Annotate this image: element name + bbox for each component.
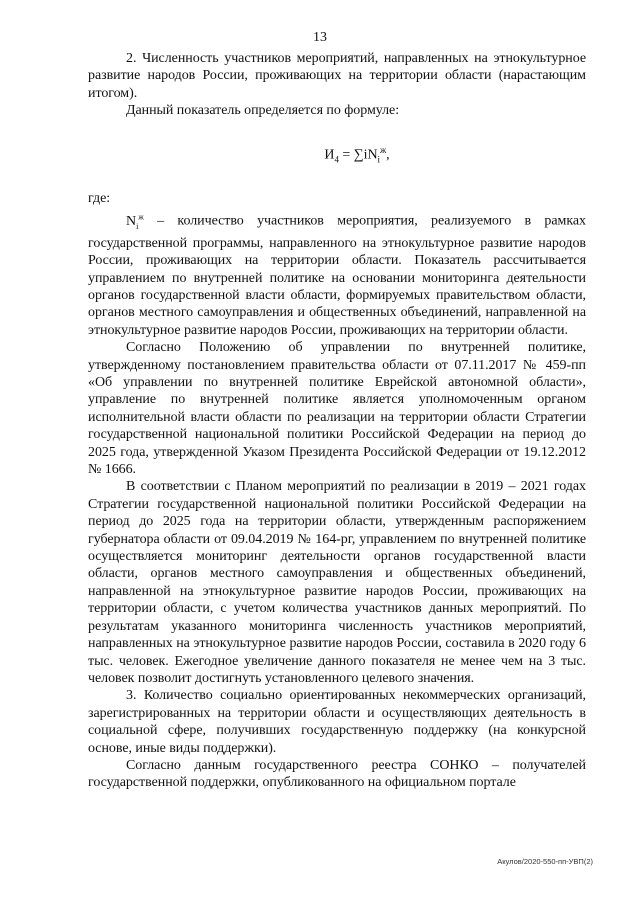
formula-sum: = ∑iN <box>338 147 378 163</box>
definition-text: – количество участников мероприятия, реализуемого в рамках государственной программы, направленного на этнокультурное развитие народов России, проживающих на территории области. Показатель рассчитывается управлением по внутренней политике на основании мониторинга деятельности органов государственной власти области, формируемых правительством области, органов местного самоуправления и общественных объединений, направленной на этнокультурное развитие народов России, проживающих на территории области. <box>88 213 586 338</box>
page-number: 13 <box>313 30 327 45</box>
formula-sub: i <box>377 154 380 165</box>
document-body <box>88 50 586 792</box>
paragraph-plan: В соответствии с Планом мероприятий по реализации в 2019 – 2021 годах Стратегии государственной национальной политики Российской Федерации на период до 2025 года на территории области, утвержденным распоряжением губернатора области от 09.04.2019 № 164-рг, управлением по внутренней политике осуществляется мониторинг деятельности органов государственной власти области, органов местного самоуправления и общественных объединений, направленной на этнокультурное развитие народов России, проживающих на территории области, с учетом количества участников данных мероприятий. По результатам указанного мониторинга численность участников мероприятий, направленных на этнокультурное развитие народов России, составила в 2020 году 6 тыс. человек. Ежегодное увеличение данного показателя не менее чем на 3 тыс. человек позволит достигнуть установленного целевого значения. <box>88 479 586 686</box>
formula-lhs: И <box>324 147 335 163</box>
paragraph-registry: Согласно данным государственного реестра СОНКО – получателей государственной поддержки, опубликованного на официальном портале <box>88 757 586 791</box>
footer-code: Акулов/2020-550-пп-УВП(2) <box>497 857 593 866</box>
formula <box>88 142 586 169</box>
formula-trail: , <box>386 147 390 163</box>
paragraph-regulation: Согласно Положению об управлении по внутренней политике, утвержденному постановлением правительства области от 07.11.2017 № 459-пп «Об управлении по внутренней политике Еврейской автономной области», управление по внутренней политике является уполномоченным органом исполнительной власти области по реализации на территории области Стратегии государственной национальной политики Российской Федерации на период до 2025 года, утвержденной Указом Президента Российской Федерации от 19.12.2012 № 1666. <box>88 340 586 478</box>
definition-symbol: $N_i^ж$ <box>126 211 144 231</box>
formula-sup: ж <box>379 144 387 155</box>
paragraph-indicator-3: 3. Количество социально ориентированных некоммерческих организаций, зарегистрированных на территории области и осуществляющих деятельность в социальной сфере, получивших государственную поддержку (на конкурсной основе, иные виды поддержки). <box>88 688 586 756</box>
paragraph-definition <box>88 208 586 339</box>
paragraph-where: где: <box>88 191 111 207</box>
formula-lhs-sub: 4 <box>334 154 339 165</box>
paragraph-indicator-2: 2. Численность участников мероприятий, направленных на этнокультурное развитие народов России, проживающих на территории области (нарастающим итогом). <box>88 51 586 101</box>
paragraph-formula-intro: Данный показатель определяется по формуле: <box>126 103 400 119</box>
